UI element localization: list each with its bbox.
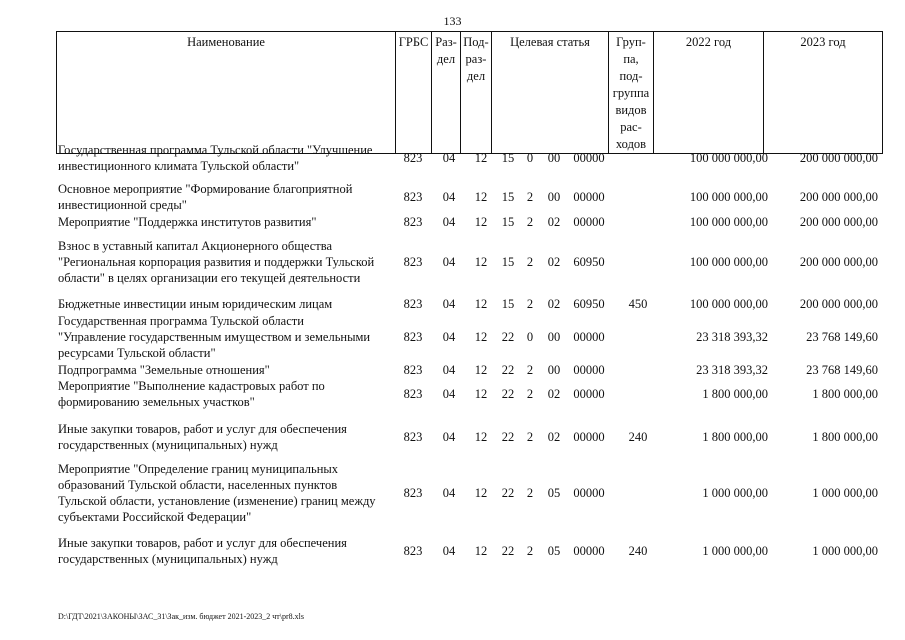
row-cs-subprogram: 2 xyxy=(526,297,534,311)
row-value-2023: 200 000 000,00 xyxy=(799,297,878,311)
row-value-2023: 200 000 000,00 xyxy=(799,190,878,204)
row-cs-subprogram: 2 xyxy=(526,215,534,229)
header-grbs: ГРБС xyxy=(396,32,432,154)
row-name-line: ресурсами Тульской области" xyxy=(58,346,216,360)
row-name-line: государственных (муниципальных) нужд xyxy=(58,438,278,452)
row-cs-subprogram: 2 xyxy=(526,430,534,444)
row-podrazdel: 12 xyxy=(474,544,488,558)
row-grbs: 823 xyxy=(403,190,423,204)
row-name-line: Иные закупки товаров, работ и услуг для обеспечения xyxy=(58,422,347,436)
row-razdel: 04 xyxy=(442,151,456,165)
table-row xyxy=(0,214,905,230)
row-value-2022: 23 318 393,32 xyxy=(696,363,768,377)
row-cs-direction: 60950 xyxy=(573,255,605,269)
row-cs-direction: 00000 xyxy=(573,544,605,558)
row-value-2023: 23 768 149,60 xyxy=(806,363,878,377)
row-cs-subprogram: 2 xyxy=(526,363,534,377)
row-cs-program: 15 xyxy=(501,215,515,229)
row-name-line: Мероприятие "Определение границ муниципальных xyxy=(58,462,339,476)
row-podrazdel: 12 xyxy=(474,330,488,344)
row-razdel: 04 xyxy=(442,363,456,377)
row-cs-subprogram: 2 xyxy=(526,544,534,558)
row-razdel: 04 xyxy=(442,297,456,311)
table-row xyxy=(0,362,905,378)
row-grbs: 823 xyxy=(403,255,423,269)
row-value-2022: 1 000 000,00 xyxy=(702,486,768,500)
table-row xyxy=(0,313,905,361)
row-razdel: 04 xyxy=(442,255,456,269)
row-cs-event: 00 xyxy=(547,330,561,344)
row-value-2022: 100 000 000,00 xyxy=(689,190,768,204)
row-cs-program: 15 xyxy=(501,190,515,204)
row-cs-event: 02 xyxy=(547,255,561,269)
row-cs-program: 22 xyxy=(501,387,515,401)
row-grbs: 823 xyxy=(403,297,423,311)
header-gruppa-line: группа xyxy=(612,86,650,100)
row-value-2022: 100 000 000,00 xyxy=(689,255,768,269)
row-grbs: 823 xyxy=(403,544,423,558)
row-name-line: Взнос в уставный капитал Акционерного общества xyxy=(58,239,333,253)
row-cs-subprogram: 0 xyxy=(526,330,534,344)
row-grbs: 823 xyxy=(403,363,423,377)
row-cs-event: 02 xyxy=(547,430,561,444)
row-value-2023: 200 000 000,00 xyxy=(799,255,878,269)
row-cs-direction: 00000 xyxy=(573,486,605,500)
row-name-line: образований Тульской области, населенных пунктов xyxy=(58,478,338,492)
row-name-line: государственных (муниципальных) нужд xyxy=(58,552,278,566)
row-name xyxy=(58,362,398,378)
row-cs-direction: 00000 xyxy=(573,330,605,344)
table-row xyxy=(0,378,905,410)
table-row xyxy=(0,535,905,567)
row-podrazdel: 12 xyxy=(474,297,488,311)
row-podrazdel: 12 xyxy=(474,151,488,165)
row-razdel: 04 xyxy=(442,544,456,558)
header-celevaya: Целевая статья xyxy=(492,32,609,154)
row-podrazdel: 12 xyxy=(474,430,488,444)
row-vid-rashodov: 240 xyxy=(628,430,648,444)
row-name xyxy=(58,296,398,312)
row-name-line: субъектами Российской Федерации" xyxy=(58,510,252,524)
header-gruppa-line: па, под- xyxy=(619,52,643,83)
row-podrazdel: 12 xyxy=(474,190,488,204)
row-cs-direction: 60950 xyxy=(573,297,605,311)
row-value-2022: 1 800 000,00 xyxy=(702,430,768,444)
row-name-line: инвестиционной среды" xyxy=(58,198,187,212)
row-value-2022: 23 318 393,32 xyxy=(696,330,768,344)
row-cs-event: 00 xyxy=(547,151,561,165)
row-name xyxy=(58,535,398,567)
header-razdel-line: дел xyxy=(436,52,456,66)
row-value-2023: 1 000 000,00 xyxy=(812,544,878,558)
header-gruppa-line: Груп- xyxy=(616,35,646,49)
row-grbs: 823 xyxy=(403,215,423,229)
row-razdel: 04 xyxy=(442,190,456,204)
row-cs-subprogram: 2 xyxy=(526,190,534,204)
header-podrazdel-line: дел xyxy=(466,69,486,83)
row-vid-rashodov: 450 xyxy=(628,297,648,311)
row-name-line: "Региональная корпорация развития и поддержки Тульской xyxy=(58,255,375,269)
row-razdel: 04 xyxy=(442,330,456,344)
row-name-line: Государственная программа Тульской области xyxy=(58,314,304,328)
row-grbs: 823 xyxy=(403,387,423,401)
row-cs-subprogram: 2 xyxy=(526,486,534,500)
row-name xyxy=(58,313,398,361)
row-cs-direction: 00000 xyxy=(573,363,605,377)
table-row xyxy=(0,238,905,286)
row-cs-program: 22 xyxy=(501,330,515,344)
row-cs-program: 22 xyxy=(501,486,515,500)
header-podrazdel-line: Под- xyxy=(463,35,489,49)
row-cs-direction: 00000 xyxy=(573,151,605,165)
row-value-2022: 100 000 000,00 xyxy=(689,151,768,165)
table-row xyxy=(0,181,905,213)
row-cs-event: 02 xyxy=(547,387,561,401)
row-cs-direction: 00000 xyxy=(573,215,605,229)
row-value-2022: 100 000 000,00 xyxy=(689,297,768,311)
file-path-footer: D:\ГДТ\2021\ЗАКОНЫ\ЗАС_31\Зак_изм. бюджет 2021-2023_2 чт\pr8.xls xyxy=(58,612,304,621)
row-podrazdel: 12 xyxy=(474,363,488,377)
row-cs-event: 02 xyxy=(547,297,561,311)
row-cs-subprogram: 0 xyxy=(526,151,534,165)
row-vid-rashodov: 240 xyxy=(628,544,648,558)
row-razdel: 04 xyxy=(442,215,456,229)
row-value-2022: 1 800 000,00 xyxy=(702,387,768,401)
header-gruppa-line: видов xyxy=(615,103,647,117)
row-cs-direction: 00000 xyxy=(573,430,605,444)
row-grbs: 823 xyxy=(403,330,423,344)
row-cs-direction: 00000 xyxy=(573,190,605,204)
row-razdel: 04 xyxy=(442,430,456,444)
header-gruppa-line: рас- xyxy=(620,120,642,134)
row-cs-program: 22 xyxy=(501,430,515,444)
row-cs-direction: 00000 xyxy=(573,387,605,401)
row-name-line: Подпрограмма "Земельные отношения" xyxy=(58,363,270,377)
row-value-2023: 1 000 000,00 xyxy=(812,486,878,500)
row-podrazdel: 12 xyxy=(474,387,488,401)
row-cs-program: 15 xyxy=(501,151,515,165)
table-row xyxy=(0,296,905,312)
header-razdel xyxy=(432,32,461,154)
row-podrazdel: 12 xyxy=(474,215,488,229)
row-cs-subprogram: 2 xyxy=(526,255,534,269)
row-cs-program: 15 xyxy=(501,297,515,311)
row-name xyxy=(58,214,398,230)
row-name xyxy=(58,421,398,453)
page-number: 133 xyxy=(443,14,462,28)
row-podrazdel: 12 xyxy=(474,486,488,500)
header-podrazdel-line: раз- xyxy=(465,52,487,66)
row-cs-event: 00 xyxy=(547,363,561,377)
row-name-line: Тульской области, установление (изменение) границ между xyxy=(58,494,376,508)
row-name-line: Иные закупки товаров, работ и услуг для обеспечения xyxy=(58,536,347,550)
row-name xyxy=(58,378,398,410)
row-name-line: "Управление государственным имуществом и земельными xyxy=(58,330,371,344)
row-cs-program: 22 xyxy=(501,363,515,377)
row-cs-subprogram: 2 xyxy=(526,387,534,401)
row-cs-event: 05 xyxy=(547,486,561,500)
row-name xyxy=(58,142,398,174)
row-name xyxy=(58,238,398,286)
row-name xyxy=(58,461,398,525)
row-name xyxy=(58,181,398,213)
row-name-line: Мероприятие "Выполнение кадастровых работ по xyxy=(58,379,325,393)
row-value-2022: 1 000 000,00 xyxy=(702,544,768,558)
row-value-2023: 200 000 000,00 xyxy=(799,215,878,229)
row-name-line: области" в целях организации его текущей деятельности xyxy=(58,271,361,285)
row-name-line: инвестиционного климата Тульской области" xyxy=(58,159,300,173)
row-name-line: Основное мероприятие "Формирование благоприятной xyxy=(58,182,353,196)
header-razdel-line: Раз- xyxy=(435,35,457,49)
row-grbs: 823 xyxy=(403,430,423,444)
row-razdel: 04 xyxy=(442,486,456,500)
row-value-2022: 100 000 000,00 xyxy=(689,215,768,229)
header-2023: 2023 год xyxy=(764,32,883,154)
header-gruppa xyxy=(609,32,654,154)
table-row xyxy=(0,421,905,453)
row-name-line: формированию земельных участков" xyxy=(58,395,255,409)
row-cs-program: 15 xyxy=(501,255,515,269)
row-value-2023: 1 800 000,00 xyxy=(812,430,878,444)
row-cs-program: 22 xyxy=(501,544,515,558)
row-cs-event: 05 xyxy=(547,544,561,558)
row-value-2023: 200 000 000,00 xyxy=(799,151,878,165)
row-value-2023: 1 800 000,00 xyxy=(812,387,878,401)
row-name-line: Мероприятие "Поддержка институтов развития" xyxy=(58,215,317,229)
header-2022: 2022 год xyxy=(654,32,764,154)
row-name-line: Государственная программа Тульской области "Улучшение xyxy=(58,143,373,157)
row-grbs: 823 xyxy=(403,486,423,500)
row-razdel: 04 xyxy=(442,387,456,401)
row-name-line: Бюджетные инвестиции иным юридическим лицам xyxy=(58,297,333,311)
header-gruppa-line: ходов xyxy=(615,137,647,151)
table-header xyxy=(56,31,883,154)
header-podrazdel xyxy=(461,32,492,154)
row-cs-event: 00 xyxy=(547,190,561,204)
row-value-2023: 23 768 149,60 xyxy=(806,330,878,344)
table-row xyxy=(0,142,905,174)
row-grbs: 823 xyxy=(403,151,423,165)
header-name: Наименование xyxy=(57,32,396,154)
row-cs-event: 02 xyxy=(547,215,561,229)
table-row xyxy=(0,461,905,525)
row-podrazdel: 12 xyxy=(474,255,488,269)
